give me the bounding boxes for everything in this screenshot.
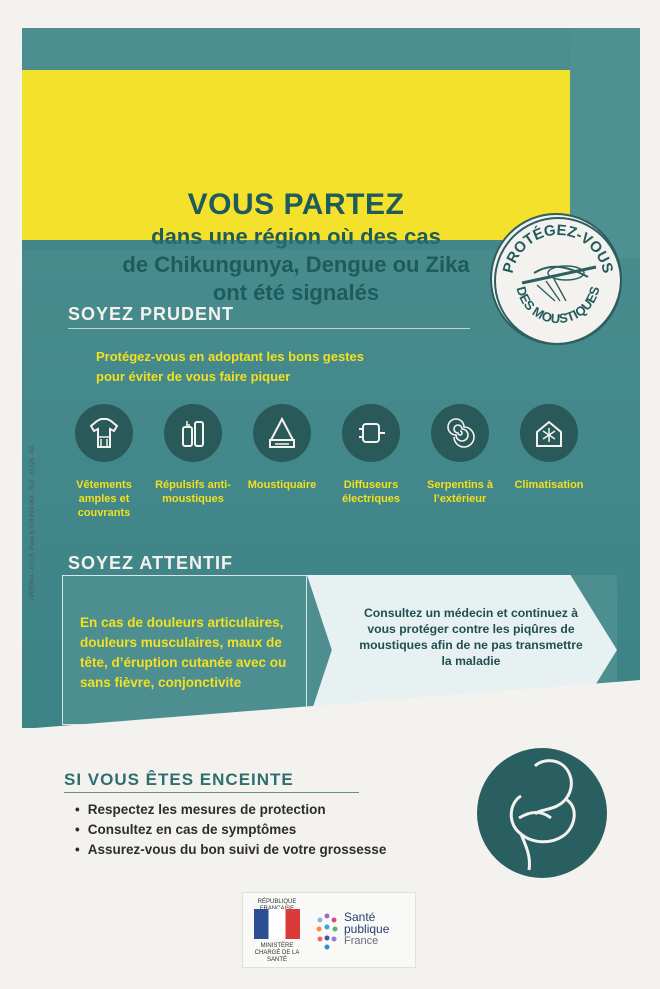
disease-names: Chikungunya, Dengue ou Zika: [154, 252, 470, 277]
pregnant-woman-icon: [477, 748, 607, 878]
sp-line-3: France: [344, 935, 379, 947]
mosquito-coil-icon: [431, 404, 489, 462]
page-subtitle: [22, 223, 570, 307]
section-attentif-title: SOYEZ ATTENTIF: [68, 553, 233, 573]
spine-text: ARTERIA - R.C.S. Paris B 378 890 063 - 313 - 51728 - 0A: [30, 445, 36, 600]
subtitle-prefix: de: [122, 252, 155, 277]
symptoms-text: En cas de douleurs articulaires, douleurs musculaires, maux de tête, d’éruption cutanée avec ou sans fièvre, conjonctivite: [80, 615, 287, 690]
clothing-icon: [75, 404, 133, 462]
pregnancy-bullet: • Assurez-vous du bon suivi de votre grossesse: [75, 840, 495, 860]
icon-label-coil: Serpentins à l’extérieur: [426, 479, 494, 505]
icon-label-ac: Climatisation: [514, 479, 584, 491]
subtitle-line-1: dans une région où des cas: [151, 224, 441, 249]
electric-diffuser-icon: [342, 404, 400, 462]
air-conditioning-icon: [520, 404, 578, 462]
icon-item-coil: [414, 404, 506, 506]
section-prudent-rule: [68, 328, 470, 329]
ministry-text: MINISTÈRE CHARGÉ DE LA SANTÉ: [254, 943, 300, 963]
prudent-intro-line-1: Protégez-vous en adoptant les bons gestes: [96, 349, 364, 364]
pregnancy-bullet: • Consultez en cas de symptômes: [75, 820, 495, 840]
repellent-icon: [164, 404, 222, 462]
sp-line-2: publique: [344, 922, 390, 936]
mosquito-icon: [492, 215, 624, 347]
section-prudent-title: SOYEZ PRUDENT: [68, 304, 235, 324]
icon-item-diffuser: [325, 404, 417, 506]
icon-label-repellent: Répulsifs anti-moustiques: [155, 479, 231, 505]
headline-shadow: [22, 240, 570, 250]
prudent-intro-line-2: pour éviter de vous faire piquer: [96, 369, 291, 384]
icon-item-repellent: [147, 404, 239, 506]
sp-line-1: Santé: [344, 910, 376, 924]
badge-bottom-text: DES MOUSTIQUES: [513, 284, 603, 327]
prudent-intro: [96, 347, 436, 387]
pregnancy-rule: [64, 792, 359, 793]
footer-logos: [242, 892, 416, 968]
advice-text: Consultez un médecin et continuez à vous protéger contre les piqûres de moustiques afin de ne pas transmettre la maladie: [359, 606, 583, 668]
icon-item-ac: [503, 404, 595, 492]
icon-label-clothing: Vêtements amples et couvrants: [76, 479, 132, 519]
icon-item-clothing: [58, 404, 150, 520]
subtitle-line-3: ont été signalés: [212, 280, 380, 305]
protection-badge: [490, 213, 622, 345]
mosquito-net-icon: [253, 404, 311, 462]
pregnancy-bullets: [75, 800, 495, 860]
page-title: VOUS PARTEZ: [187, 188, 405, 221]
prevention-icons: [58, 404, 618, 524]
marianne-logo: [254, 909, 300, 939]
badge-top-text: PROTÉGEZ-VOUS: [499, 221, 617, 275]
republique-francaise-text: RÉPUBLIQUE: [257, 899, 297, 905]
pregnancy-title: SI VOUS ÊTES ENCEINTE: [64, 770, 294, 789]
icon-label-net: Moustiquaire: [247, 479, 317, 491]
sante-publique-text: [344, 911, 389, 947]
pregnancy-bullet: • Respectez les mesures de protection: [75, 800, 495, 820]
sante-publique-logo: [315, 912, 341, 950]
icon-label-diffuser: Diffuseurs électriques: [341, 479, 401, 505]
subtitle-line-2: [22, 251, 570, 279]
icon-item-net: [236, 404, 328, 492]
